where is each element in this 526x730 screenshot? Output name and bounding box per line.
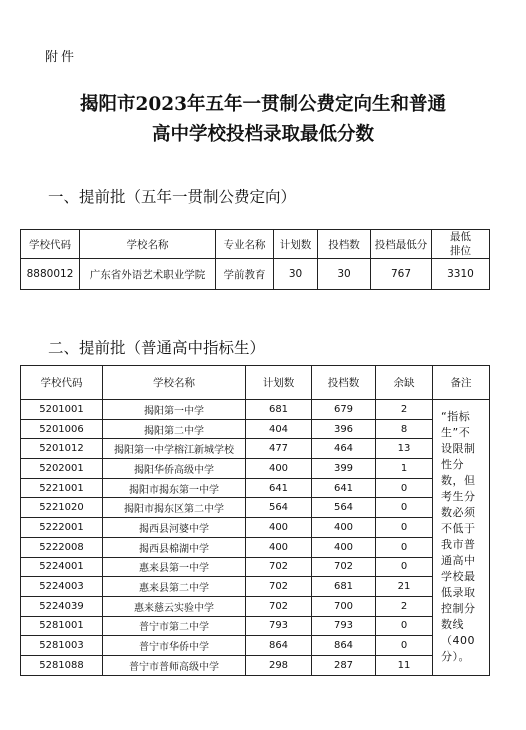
cell-shortfall: 0 [376, 557, 433, 577]
cell-shortfall: 1 [376, 459, 433, 479]
remarks-note: “指标生”不设限制性分数，但考生分数必须不低于我市普通高中学校最低录取控制分数线（400分）。 [433, 400, 490, 676]
cell-plan-count: 30 [274, 259, 318, 290]
table-row [21, 655, 490, 675]
section2-table [20, 365, 490, 676]
cell-plan-count: 681 [246, 400, 312, 420]
cell-school-code: 5222008 [21, 537, 103, 557]
table-row [21, 498, 490, 518]
cell-admitted-count: 30 [318, 259, 371, 290]
cell-school-name: 普宁市普师高级中学 [103, 655, 246, 675]
cell-school-name: 揭阳市揭东第一中学 [103, 478, 246, 498]
col-school-code: 学校代码 [21, 366, 103, 400]
cell-school-name: 普宁市华侨中学 [103, 636, 246, 656]
cell-admitted-count: 399 [312, 459, 376, 479]
cell-plan-count: 400 [246, 537, 312, 557]
table-row [21, 400, 490, 420]
cell-plan-count: 298 [246, 655, 312, 675]
cell-admitted-count: 679 [312, 400, 376, 420]
cell-shortfall: 2 [376, 400, 433, 420]
cell-admitted-count: 287 [312, 655, 376, 675]
cell-plan-count: 864 [246, 636, 312, 656]
cell-school-code: 5224039 [21, 596, 103, 616]
cell-school-code: 5224001 [21, 557, 103, 577]
table-row [21, 557, 490, 577]
cell-school-name: 揭阳第二中学 [103, 419, 246, 439]
col-school-name: 学校名称 [103, 366, 246, 400]
cell-shortfall: 0 [376, 636, 433, 656]
cell-admitted-count: 702 [312, 557, 376, 577]
col-min-rank: 最低 排位 [432, 230, 490, 259]
cell-school-name: 惠来县第一中学 [103, 557, 246, 577]
document-title-line2: 高中学校投档录取最低分数 [151, 124, 374, 145]
cell-shortfall: 0 [376, 478, 433, 498]
cell-shortfall: 13 [376, 439, 433, 459]
table-row [21, 577, 490, 597]
cell-plan-count: 477 [246, 439, 312, 459]
cell-admitted-count: 400 [312, 537, 376, 557]
section1-header-row [21, 230, 490, 259]
cell-school-code: 5201012 [21, 439, 103, 459]
table-row [21, 518, 490, 538]
cell-plan-count: 400 [246, 518, 312, 538]
cell-school-name: 揭西县河婆中学 [103, 518, 246, 538]
cell-plan-count: 702 [246, 596, 312, 616]
cell-shortfall: 21 [376, 577, 433, 597]
cell-shortfall: 0 [376, 616, 433, 636]
table-row [21, 459, 490, 479]
table-row [21, 259, 490, 290]
section2-heading: 二、提前批（普通高中指标生） [48, 339, 266, 357]
col-shortfall: 余缺 [376, 366, 433, 400]
cell-admitted-count: 464 [312, 439, 376, 459]
col-school-name: 学校名称 [80, 230, 216, 259]
cell-school-name: 惠来慈云实验中学 [103, 596, 246, 616]
cell-plan-count: 564 [246, 498, 312, 518]
cell-plan-count: 702 [246, 557, 312, 577]
table-row [21, 478, 490, 498]
cell-plan-count: 702 [246, 577, 312, 597]
cell-admitted-count: 400 [312, 518, 376, 538]
cell-school-code: 5221020 [21, 498, 103, 518]
col-admitted-count: 投档数 [318, 230, 371, 259]
cell-min-rank: 3310 [432, 259, 490, 290]
cell-admitted-count: 641 [312, 478, 376, 498]
cell-school-code: 5281001 [21, 616, 103, 636]
col-admitted-count: 投档数 [312, 366, 376, 400]
cell-shortfall: 8 [376, 419, 433, 439]
col-school-code: 学校代码 [21, 230, 80, 259]
cell-school-code: 5201006 [21, 419, 103, 439]
cell-shortfall: 11 [376, 655, 433, 675]
cell-admitted-count: 864 [312, 636, 376, 656]
section2-header-row [21, 366, 490, 400]
cell-admitted-count: 793 [312, 616, 376, 636]
section1-heading: 一、提前批（五年一贯制公费定向） [48, 188, 297, 206]
col-major-name: 专业名称 [216, 230, 274, 259]
attachment-label: 附件 [45, 50, 78, 65]
table-row [21, 439, 490, 459]
cell-school-code: 5202001 [21, 459, 103, 479]
col-min-score: 投档最低分 [371, 230, 432, 259]
cell-school-name: 惠来县第二中学 [103, 577, 246, 597]
cell-school-code: 5201001 [21, 400, 103, 420]
cell-admitted-count: 564 [312, 498, 376, 518]
cell-school-name: 揭阳第一中学榕江新城学校 [103, 439, 246, 459]
cell-plan-count: 400 [246, 459, 312, 479]
cell-admitted-count: 396 [312, 419, 376, 439]
cell-school-name: 揭阳市揭东区第二中学 [103, 498, 246, 518]
table-row [21, 537, 490, 557]
section1-table [20, 229, 490, 290]
cell-major-name: 学前教育 [216, 259, 274, 290]
cell-school-code: 8880012 [21, 259, 80, 290]
cell-school-code: 5281003 [21, 636, 103, 656]
table-row [21, 419, 490, 439]
cell-admitted-count: 700 [312, 596, 376, 616]
cell-shortfall: 2 [376, 596, 433, 616]
cell-shortfall: 0 [376, 518, 433, 538]
col-plan-count: 计划数 [246, 366, 312, 400]
cell-school-name: 揭阳华侨高级中学 [103, 459, 246, 479]
cell-school-name: 普宁市第二中学 [103, 616, 246, 636]
cell-school-name: 广东省外语艺术职业学院 [80, 259, 216, 290]
cell-admitted-count: 681 [312, 577, 376, 597]
cell-shortfall: 0 [376, 537, 433, 557]
table-row [21, 636, 490, 656]
cell-plan-count: 641 [246, 478, 312, 498]
cell-school-code: 5224003 [21, 577, 103, 597]
col-remarks: 备注 [433, 366, 490, 400]
cell-school-code: 5222001 [21, 518, 103, 538]
cell-school-code: 5221001 [21, 478, 103, 498]
cell-school-name: 揭阳第一中学 [103, 400, 246, 420]
cell-min-score: 767 [371, 259, 432, 290]
document-title-line1: 揭阳市2023年五年一贯制公费定向生和普通 [80, 94, 446, 115]
cell-plan-count: 793 [246, 616, 312, 636]
table-row [21, 596, 490, 616]
cell-shortfall: 0 [376, 498, 433, 518]
cell-school-name: 揭西县棉湖中学 [103, 537, 246, 557]
cell-plan-count: 404 [246, 419, 312, 439]
col-plan-count: 计划数 [274, 230, 318, 259]
cell-school-code: 5281088 [21, 655, 103, 675]
table-row [21, 616, 490, 636]
